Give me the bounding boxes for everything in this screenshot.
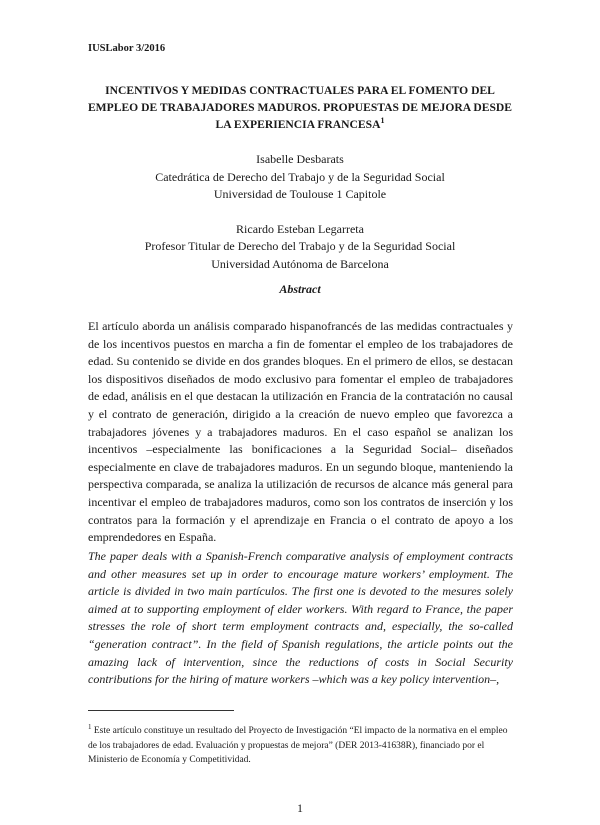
author-position: Profesor Titular de Derecho del Trabajo y de la Seguridad Social (144, 239, 456, 253)
abstract-english: The paper deals with a Spanish-French comparative analysis of employment contracts and other measures set up in order to encourage mature workers’ employment. The article is divided in two main partículos. The first one is devoted to the mesures solely aimed at to supporting employment of elder workers. With regard to France, the paper stresses the role of short term employment contracts and, especially, the so-called “generation contract”. In the field of Spanish regulations, the article points out the amazing lack of intervention, since the reductions of costs in Social Security contributions for the hiring of mature workers –which was a key policy intervention–, (88, 549, 513, 687)
author-institution: Universidad de Toulouse 1 Capitole (213, 187, 387, 201)
author-1 (60, 151, 540, 204)
authors (60, 151, 540, 290)
footnote-divider (88, 710, 234, 711)
footnote-marker: 1 (88, 723, 92, 731)
page-number: 1 (297, 801, 303, 815)
author-name: Isabelle Desbarats (256, 152, 344, 166)
paper-title (85, 82, 515, 133)
author-2 (60, 221, 540, 274)
abstract-spanish: El artículo aborda un análisis comparado hispanofrancés de las medidas contractuales y de los incentivos puestos en marcha a fin de fomentar el empleo de los trabajadores de edad. Su contenido se divide en dos grandes bloques. En el primero de ellos, se destacan los dispositivos diseñados de modo exclusivo para fomentar el empleo de trabajadores de edad, análisis en el que destacan la utilización en Francia de la contratación no causal y el contrato de generación, dirigido a la creación de nuevo empleo que favorezca a trabajadores jóvenes y a trabajadores maduros. En el caso español se analizan los incentivos –especialmente las bonificaciones a la Seguridad Social– diseñados especialmente en clave de trabajadores maduros. En un segundo bloque, manteniendo la perspectiva comparada, se analiza la utilización de recursos de alcance más general para incentivar el empleo de trabajadores maduros, como son los contratos de inserción y los contratos para la formación y el aprendizaje en Francia o el contrato de apoyo a los emprendedores en España. (88, 319, 513, 545)
abstract-heading: Abstract (279, 282, 321, 296)
journal-header: IUSLabor 3/2016 (88, 43, 166, 54)
title-footnote-marker: 1 (380, 116, 385, 126)
title-text: INCENTIVOS Y MEDIDAS CONTRACTUALES PARA EL FOMENTO DEL EMPLEO DE TRABAJADORES MADUROS. PROPUESTAS DE MEJORA DESDE LA EXPERIENCIA FRANCESA (87, 84, 513, 131)
author-name: Ricardo Esteban Legarreta (236, 221, 364, 236)
author-institution: Universidad Autónoma de Barcelona (211, 256, 389, 271)
author-position: Catedrática de Derecho del Trabajo y de la Seguridad Social (155, 169, 445, 184)
footnote (88, 720, 513, 768)
footnote-text: Este artículo constituye un resultado del Proyecto de Investigación “El impacto de la normativa en el empleo de los trabajadores de edad. Evaluación y propuestas de mejora” (DER 2013-41638R), financiado por el Ministerio de Economía y Competitividad. (88, 726, 508, 766)
